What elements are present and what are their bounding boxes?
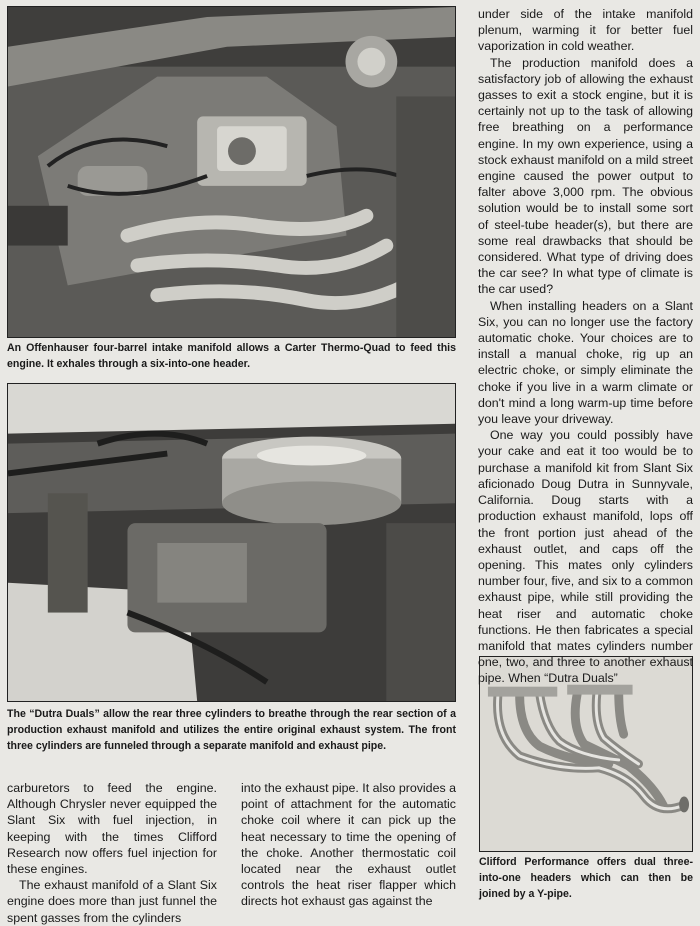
paragraph: under side of the intake manifold plenum, warming it for better fuel vaporization in cold weather. [478, 7, 693, 54]
figure-3-caption: Clifford Performance offers dual three-into-one headers which can then be joined by a Y-pipe. [479, 856, 693, 900]
paragraph: into the exhaust pipe. It also provides a point of attachment for the automatic choke coil where it can pick up the heat necessary to time the opening of the choke. Another thermostatic coil located near the exhaust outlet controls the heat riser flapper which directs hot exhaust gas against the [241, 781, 456, 909]
paragraph: The exhaust manifold of a Slant Six engine does more than just funnel the spent gasses from the cylinders [7, 878, 217, 925]
paragraph: The production manifold does a satisfactory job of allowing the exhaust gasses to exit a stock engine, but it is certainly not up to the task of allowing free breathing on a performance engine. In my own experience, using a stock exhaust manifold on a mild street engine caused the power output to falter above 3,000 rpm. The obvious solution would be to install some sort of steel-tube header(s), but there are some real drawbacks that should be considered. What type of driving does the car see? In what type of climate is the car used? [478, 55, 693, 297]
right-column-text [478, 6, 693, 687]
dutra-duals-engine-photo [7, 383, 456, 702]
paragraph: When installing headers on a Slant Six, you can no longer use the factory automatic choke. Your choices are to install a manual choke, rig up an electric choke, or simply eliminate the choke if you live in a warm climate or don't mind a long warm-up time before you leave your driveway. [478, 298, 693, 427]
figure-2-caption: The “Dutra Duals” allow the rear three cylinders to breathe through the rear section of a production exhaust manifold and utilizes the entire original exhaust system. The front three cylinders are funneled through a separate manifold and exhaust pipe. [7, 708, 456, 752]
offenhauser-manifold-photo [7, 6, 456, 338]
paragraph: One way you could possibly have your cake and eat it too would be to purchase a manifold kit from Slant Six aficionado Doug Dutra in Sunnyvale, California. Doug starts with a production exhaust manifold, lops off the front portion just ahead of the exhaust outlet, and caps off the opening. This mates only cylinders number four, five, and six to a common exhaust pipe, while still providing the heat riser and automatic choke functions. He then fabricates a special manifold that mates cylinders number one, two, and three to another exhaust pipe. When “Dutra Duals” [478, 428, 693, 686]
figure-1-caption: An Offenhauser four-barrel intake manifold allows a Carter Thermo-Quad to feed this engine. It exhales through a six-into-one header. [7, 342, 456, 370]
bottom-middle-column-text [241, 780, 456, 910]
paragraph: carburetors to feed the engine. Although Chrysler never equipped the Slant Six with fuel injection, in keeping with the times Clifford Research now offers fuel injection for these engines. [7, 781, 217, 877]
bottom-left-column-text [7, 780, 217, 926]
